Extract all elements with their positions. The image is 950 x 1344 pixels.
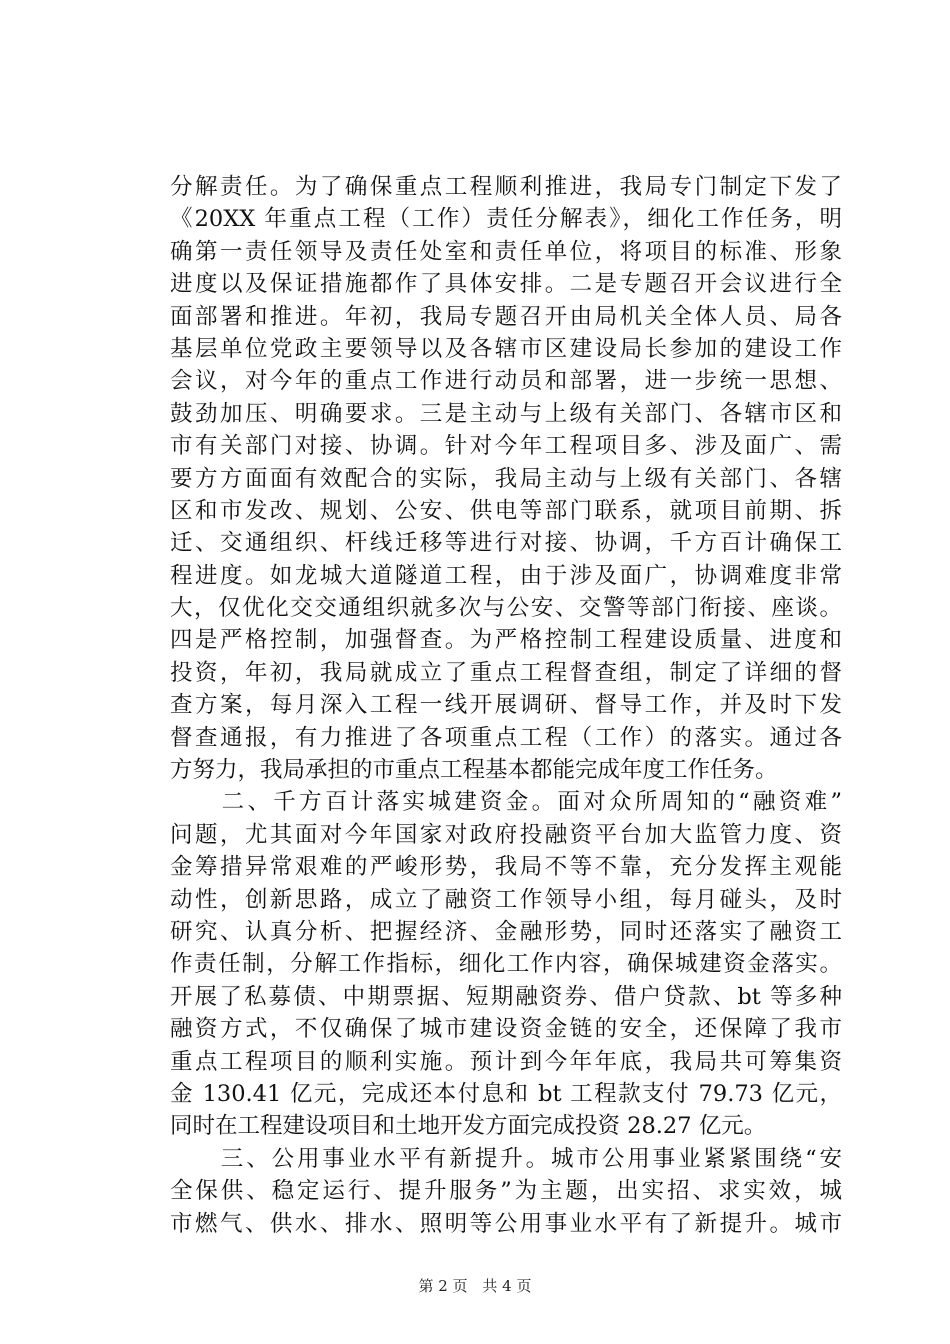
text-line: 查方案，每月深入工程一线开展调研、督导工作，并及时下发 <box>170 692 842 719</box>
text-line: 大，仅优化交交通组织就多次与公安、交警等部门衔接、座谈。 <box>170 595 842 622</box>
text-line: 方努力，我局承担的市重点工程基本都能完成年度工作任务。 <box>170 757 778 784</box>
text-line: 市燃气、供水、排水、照明等公用事业水平有了新提升。城市 <box>170 1210 842 1237</box>
text-line: 进度以及保证措施都作了具体安排。二是专题召开会议进行全 <box>170 271 842 298</box>
text-line: 确第一责任领导及责任处室和责任单位，将项目的标准、形象 <box>170 238 842 265</box>
text-line: 程进度。如龙城大道隧道工程，由于涉及面广，协调难度非常 <box>170 562 842 589</box>
text-line: 投资，年初，我局就成立了重点工程督查组，制定了详细的督 <box>170 659 842 686</box>
text-line: 三、公用事业水平有新提升。城市公用事业紧紧围绕“安 <box>170 1145 842 1172</box>
page-number: 第 2 页 <box>418 1277 468 1295</box>
text-line: 分解责任。为了确保重点工程顺利推进，我局专门制定下发了 <box>170 174 842 200</box>
text-line: 市有关部门对接、协调。针对今年工程项目多、涉及面广、需 <box>170 433 842 460</box>
text-line: 二、千方百计落实城建资金。面对众所周知的“融资难” <box>170 789 842 816</box>
text-line: 迁、交通组织、杆线迁移等进行对接、协调，千方百计确保工 <box>170 530 842 557</box>
text-line: 会议，对今年的重点工作进行动员和部署，进一步统一思想、 <box>170 368 842 395</box>
text-line: 开展了私募债、中期票据、短期融资券、借户贷款、bt 等多种 <box>170 983 842 1010</box>
text-line: 金 130.41 亿元，完成还本付息和 bt 工程款支付 79.73 亿元， <box>170 1080 842 1107</box>
text-line: 动性，创新思路，成立了融资工作领导小组，每月碰头，及时 <box>170 886 842 913</box>
document-body <box>170 171 842 1240</box>
text-line: 区和市发改、规划、公安、供电等部门联系，就项目前期、拆 <box>170 497 842 524</box>
page-footer <box>0 1276 950 1296</box>
text-line: 四是严格控制，加强督查。为严格控制工程建设质量、进度和 <box>170 627 842 654</box>
text-line: 要方方面面有效配合的实际，我局主动与上级有关部门、各辖 <box>170 465 842 492</box>
text-line: 金筹措异常艰难的严峻形势，我局不等不靠，充分发挥主观能 <box>170 854 842 881</box>
text-line: 融资方式，不仅确保了城市建设资金链的安全，还保障了我市 <box>170 1016 842 1043</box>
text-line: 研究、认真分析、把握经济、金融形势，同时还落实了融资工 <box>170 918 842 945</box>
text-line: 督查通报，有力推进了各项重点工程（工作）的落实。通过各 <box>170 724 842 751</box>
text-line: 作责任制，分解工作指标，细化工作内容，确保城建资金落实。 <box>170 951 842 978</box>
text-line: 问题，尤其面对今年国家对政府投融资平台加大监管力度、资 <box>170 821 842 848</box>
text-line: 鼓劲加压、明确要求。三是主动与上级有关部门、各辖市区和 <box>170 400 842 427</box>
text-line: 同时在工程建设项目和土地开发方面完成投资 28.27 亿元。 <box>170 1113 767 1140</box>
page-total: 共 4 页 <box>482 1277 532 1295</box>
text-line: 重点工程项目的顺利实施。预计到今年年底，我局共可筹集资 <box>170 1048 842 1075</box>
text-line: 全保供、稳定运行、提升服务”为主题，出实招、求实效，城 <box>170 1178 842 1205</box>
text-line: 面部署和推进。年初，我局专题召开由局机关全体人员、局各 <box>170 303 842 330</box>
text-line: 基层单位党政主要领导以及各辖市区建设局长参加的建设工作 <box>170 335 842 362</box>
text-line: 《20XX 年重点工程（工作）责任分解表》，细化工作任务，明 <box>170 206 842 233</box>
